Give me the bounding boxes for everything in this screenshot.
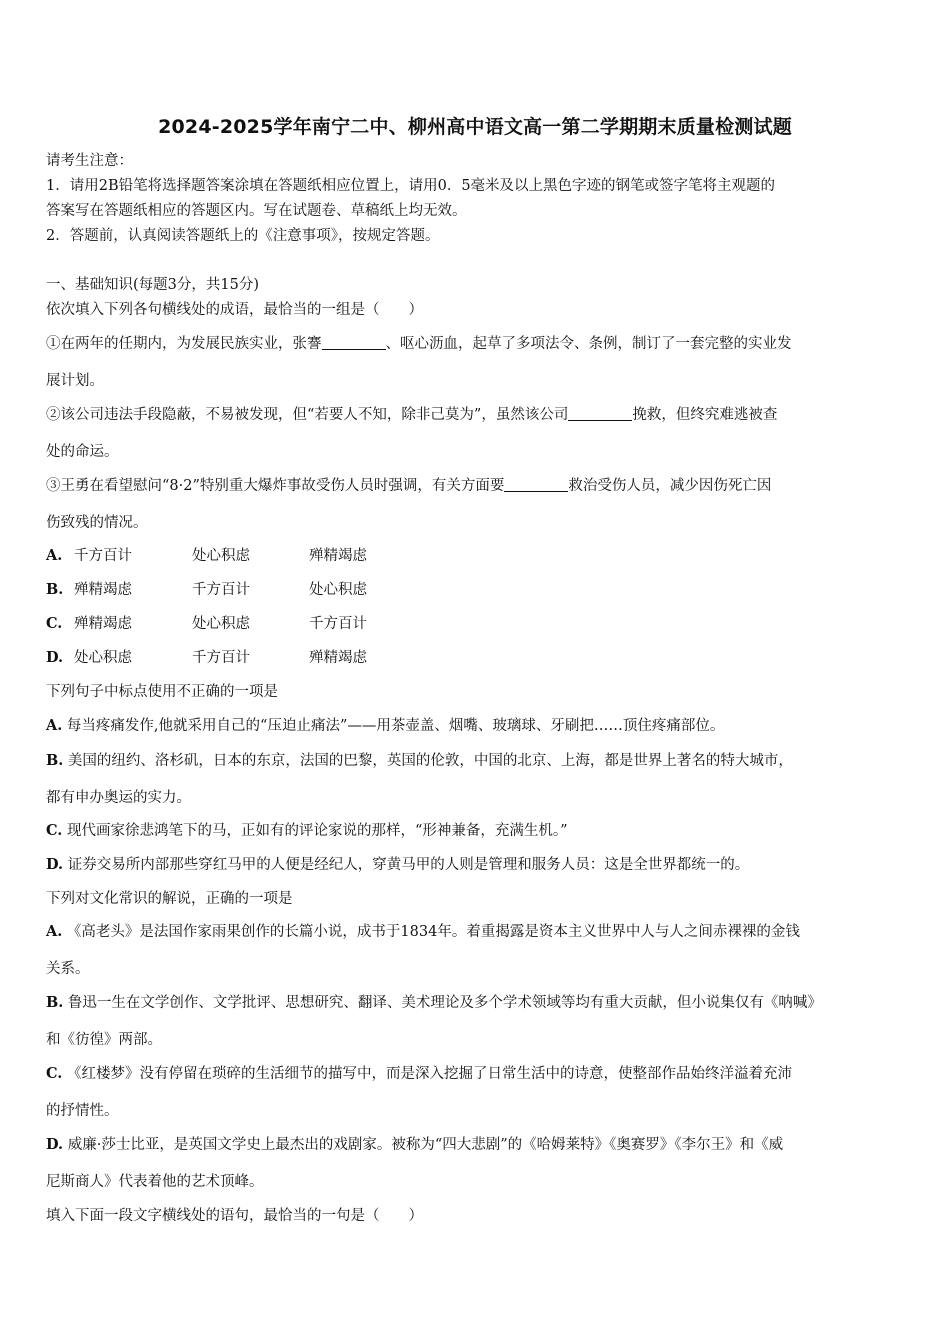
question-2-option-b-line-2: 都有申办奥运的实力。	[46, 790, 191, 806]
sentence-1-part-a: ①在两年的任期内，为发展民族实业，张謇	[46, 336, 322, 352]
fill-blank	[504, 477, 568, 492]
question-1-sentence-2-line-2: 处的命运。	[46, 444, 119, 460]
question-3-stem: 下列对文化常识的解说，正确的一项是	[46, 891, 293, 907]
page-title: 2024-2025学年南宁二中、柳州高中语文高一第二学期期末质量检测试题	[158, 116, 792, 138]
question-1-sentence-3	[46, 476, 771, 496]
question-3-option-d[interactable]	[46, 1135, 783, 1155]
option-label: A.	[46, 547, 63, 564]
question-3-option-d-line-2: 尼斯商人》代表着他的艺术顶峰。	[46, 1174, 264, 1190]
question-2-option-c[interactable]	[46, 821, 568, 841]
question-4-stem: 填入下面一段文字横线处的语句，最恰当的一句是（ ）	[46, 1208, 423, 1224]
sentence-3-part-b: 救治受伤人员，减少因伤死亡因	[568, 478, 772, 494]
question-3-option-c[interactable]	[46, 1064, 792, 1084]
question-1-sentence-1-line-2: 展计划。	[46, 373, 104, 389]
option-choice-1: 处心积虑	[74, 650, 132, 666]
notice-item-1-line-2: 答案写在答题纸相应的答题区内。写在试题卷、草稿纸上均无效。	[46, 203, 467, 219]
option-choice-1: 殚精竭虑	[74, 616, 132, 632]
option-text: 证券交易所内部那些穿红马甲的人便是经纪人，穿黄马甲的人则是管理和服务人员：这是全世界都统一的。	[67, 857, 750, 873]
sentence-2-part-b: 挽救，但终究难逃被查	[632, 407, 778, 423]
option-text: 美国的纽约、洛杉矶，日本的东京，法国的巴黎，英国的伦敦，中国的北京、上海，都是世界上著名的特大城市，	[67, 753, 793, 769]
question-3-option-a[interactable]	[46, 922, 800, 942]
sentence-3-part-a: ③王勇在看望慰问“8·2”特别重大爆炸事故受伤人员时强调，有关方面要	[46, 478, 505, 494]
section-heading: 一、基础知识(每题3分，共15分)	[46, 277, 259, 293]
notice-item-1-line-1: 1．请用2B铅笔将选择题答案涂填在答题纸相应位置上，请用0．5毫米及以上黑色字迹的钢笔或签字笔将主观题的	[46, 178, 776, 194]
option-label: B.	[46, 994, 64, 1011]
option-choice-1: 殚精竭虑	[74, 582, 132, 598]
option-text: 《高老头》是法国作家雨果创作的长篇小说，成书于1834年。着重揭露是资本主义世界中人与人之间赤裸裸的金钱	[66, 924, 800, 940]
option-label: A.	[46, 717, 63, 734]
option-label: D.	[46, 856, 64, 873]
option-choice-2: 千方百计	[192, 582, 250, 598]
option-choice-3: 千方百计	[309, 616, 367, 632]
fill-blank	[568, 406, 632, 421]
option-choice-3: 殚精竭虑	[309, 650, 367, 666]
question-1-sentence-2	[46, 405, 777, 425]
question-1-sentence-3-line-2: 伤致残的情况。	[46, 515, 148, 531]
option-text: 每当疼痛发作,他就采用自己的“压迫止痛法”——用茶壶盖、烟嘴、玻璃球、牙刷把……顶住疼痛部位。	[66, 718, 725, 734]
sentence-2-part-a: ②该公司违法手段隐蔽，不易被发现，但“若要人不知，除非己莫为”，虽然该公司	[46, 407, 569, 423]
question-2-stem: 下列句子中标点使用不正确的一项是	[46, 684, 278, 700]
option-label: D.	[46, 1136, 64, 1153]
option-label: C.	[46, 822, 63, 839]
question-2-option-a[interactable]	[46, 716, 724, 736]
option-label: B.	[46, 752, 64, 769]
option-choice-1: 千方百计	[74, 548, 132, 564]
question-3-option-b[interactable]	[46, 993, 822, 1013]
option-text: 《红楼梦》没有停留在琐碎的生活细节的描写中，而是深入挖掘了日常生活中的诗意，使整部作品始终洋溢着充沛	[66, 1066, 792, 1082]
option-label: A.	[46, 923, 63, 940]
notice-heading: 请考生注意：	[46, 153, 133, 169]
option-choice-3: 处心积虑	[309, 582, 367, 598]
option-label: D.	[46, 649, 64, 666]
option-label: B.	[46, 581, 64, 598]
fill-blank	[322, 335, 386, 350]
question-3-option-b-line-2: 和《彷徨》两部。	[46, 1032, 162, 1048]
option-text: 现代画家徐悲鸿笔下的马，正如有的评论家说的那样，“形神兼备，充满生机。”	[66, 823, 568, 839]
question-3-option-c-line-2: 的抒情性。	[46, 1103, 119, 1119]
question-1-sentence-1	[46, 334, 792, 354]
option-choice-3: 殚精竭虑	[309, 548, 367, 564]
question-3-option-a-line-2: 关系。	[46, 961, 90, 977]
option-choice-2: 处心积虑	[192, 548, 250, 564]
option-text: 鲁迅一生在文学创作、文学批评、思想研究、翻译、美术理论及多个学术领域等均有重大贡献，但小说集仅有《呐喊》	[67, 995, 822, 1011]
notice-item-2: 2．答题前，认真阅读答题纸上的《注意事项》，按规定答题。	[46, 228, 440, 244]
option-choice-2: 千方百计	[192, 650, 250, 666]
option-text: 威廉·莎士比亚，是英国文学史上最杰出的戏剧家。被称为“四大悲剧”的《哈姆莱特》《奥赛罗》《李尔王》和《威	[67, 1137, 784, 1153]
option-choice-2: 处心积虑	[192, 616, 250, 632]
sentence-1-part-b: 、呕心沥血，起草了多项法令、条例，制订了一套完整的实业发	[385, 336, 792, 352]
option-label: C.	[46, 1065, 63, 1082]
question-2-option-d[interactable]	[46, 855, 749, 875]
option-label: C.	[46, 615, 63, 632]
question-1-stem: 依次填入下列各句横线处的成语，最恰当的一组是（ ）	[46, 302, 423, 318]
question-2-option-b[interactable]	[46, 751, 793, 771]
